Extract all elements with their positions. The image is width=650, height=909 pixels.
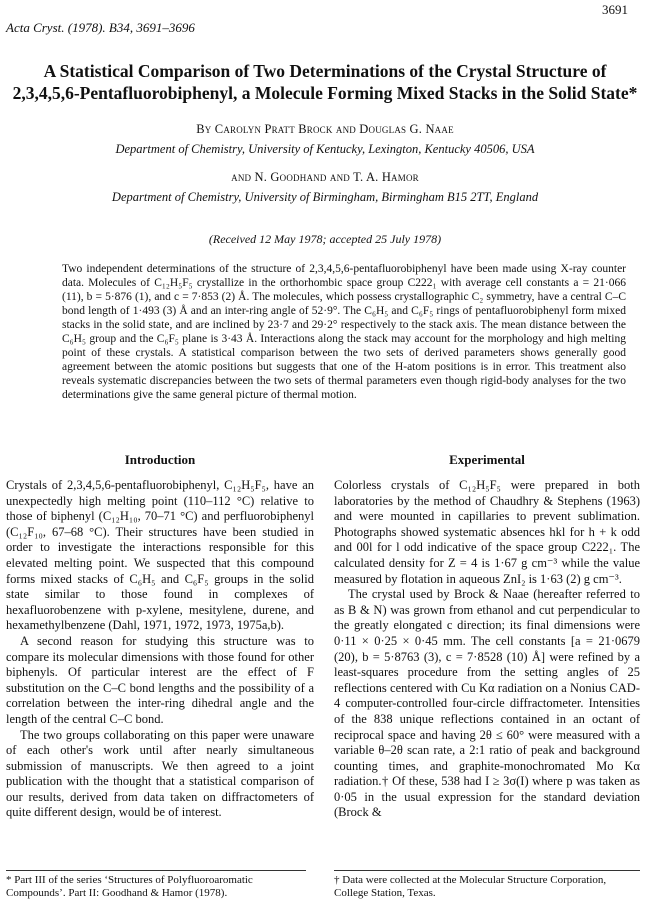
experimental-paragraph: The crystal used by Brock & Naae (hereafter referred to as B & N) was grown from ethanol and cut perpendicular to the greatly elongated c direction; its final dimensions were 0·11 × 0·25 × 0·45 mm. The cell constants [a = 21·0679 (20), b = 5·8763 (3), c = 7·8528 (10) Å] were refined by a least-squares procedure from the setting angles of 25 reflections centered with Cu Kα radiation on a Nonius CAD-4 computer-controlled four-circle diffractometer. Intensities of the 838 unique reflections contained in an octant of reciprocal space and having 2θ ≤ 60° were measured with a variable θ–2θ scan rate, a 2:1 ratio of peak and background counting times, and graphite-monochromated Mo Kα radiation.† Of these, 538 had I ≥ 3σ(I) where p was taken as 0·05 in the usual expression for the standard deviation (Brock & — [334, 587, 640, 820]
journal-citation: Acta Cryst. (1978). B34, 3691–3696 — [6, 20, 195, 35]
footnote-rule-left — [6, 870, 306, 871]
footnote-right: † Data were collected at the Molecular Structure Corporation, College Station, Texas. — [334, 874, 607, 899]
title-line-1: A Statistical Comparison of Two Determinations of the Crystal Structure of — [43, 61, 607, 81]
intro-paragraph: Crystals of 2,3,4,5,6-pentafluorobiphenyl, C₁₂H₅F₅, have an unexpectedly high melting point (110–112 °C) relative to those of biphenyl (C₁₂H₁₀, 70–71 °C) and perfluorobiphenyl (C₁₂F₁₀, 67–68 °C). Their structures have been studied in order to investigate the interactions responsible for this elevated melting point. We suspected that this compound forms mixed stacks of C₆H₅ and C₆F₅ groups in the solid state similar to those found in complexes of hexafluorobenzene with p-xylene, mesitylene, durene, and hexamethylbenzene (Dahl, 1971, 1972, 1973, 1975a,b). — [6, 478, 314, 633]
received-dates: (Received 12 May 1978; accepted 25 July 1978) — [208, 232, 442, 246]
experimental-paragraph: Colorless crystals of C₁₂H₅F₅ were prepared in both laboratories by the method of Chaudhry & Stephens (1963) and were mounted in capillaries to prevent sublimation. Photographs showed systematic absences hkl for h + k odd and 00l for l odd indicative of the space group C222₁. The calculated density for Z = 4 is 1·67 g cm⁻³ while the value measured by flotation in aqueous ZnI₂ is 1·63 (2) g cm⁻³. — [334, 478, 640, 586]
experimental-body — [334, 478, 640, 821]
affiliation-2: Department of Chemistry, University of Birmingham, Birmingham B15 2TT, England — [111, 190, 539, 204]
footnote-rule-right — [334, 870, 640, 871]
article-title — [0, 60, 650, 104]
experimental-heading: Experimental — [449, 452, 525, 467]
page-number: 3691 — [602, 2, 628, 17]
title-line-2: 2,3,4,5,6-Pentafluorobiphenyl, a Molecule Forming Mixed Stacks in the Solid State* — [12, 83, 638, 103]
affiliation-1: Department of Chemistry, University of Kentucky, Lexington, Kentucky 40506, USA — [115, 142, 535, 156]
abstract: Two independent determinations of the structure of 2,3,4,5,6-pentafluorobiphenyl have been made using X-ray counter data. Molecules of C₁₂H₅F₅ crystallize in the orthorhombic space group C222₁ with average cell constants a = 21·066 (11), b = 5·876 (1), and c = 7·853 (2) Å. The molecules, which possess crystallographic C₂ symmetry, have a central C–C bond length of 1·493 (3) Å and an inter-ring angle of 52·9°. The C₆H₅ and C₆F₅ rings of pentafluorobiphenyl form mixed stacks in the solid state, and are inclined by 23·7 and 29·2° respectively to the stack axis. The mean distance between the C₆H₅ group and the C₆F₅ plane is 3·43 Å. Interactions along the stack may account for the morphology and high melting point of these crystals. A statistical comparison between the two sets of derived parameters shows generally good agreement between the atomic positions but suggests that one of the H-atom positions is in error. This treatment also reveals systematic discrepancies between the two sets of thermal parameters even though rigid-body analyses for the two determinations give the same general picture of thermal motion. — [62, 263, 626, 401]
introduction-heading: Introduction — [124, 452, 196, 467]
intro-paragraph: The two groups collaborating on this paper were unaware of each other's work until after nearly simultaneous submission of manuscripts. We then agreed to a joint publication with the thought that a statistical comparison of our results, derived from data taken on diffractometers of quite different design, would be of interest. — [6, 727, 314, 820]
footnote-left: * Part III of the series ‘Structures of Polyfluoroaromatic Compounds’. Part II: Goodhand & Hamor (1978). — [6, 874, 253, 899]
intro-paragraph: A second reason for studying this structure was to compare its molecular dimensions with those found for other biphenyls. Of particular interest are the effect of F substitution on the C–C bond lengths and the possibility of a correlation between the inter-ring dihedral angle and the length of the central C–C bond. — [6, 633, 314, 726]
author-byline-2: and N. Goodhand and T. A. Hamor — [231, 170, 419, 184]
introduction-body — [6, 478, 314, 821]
author-byline-1: By Carolyn Pratt Brock and Douglas G. Naae — [196, 122, 454, 136]
